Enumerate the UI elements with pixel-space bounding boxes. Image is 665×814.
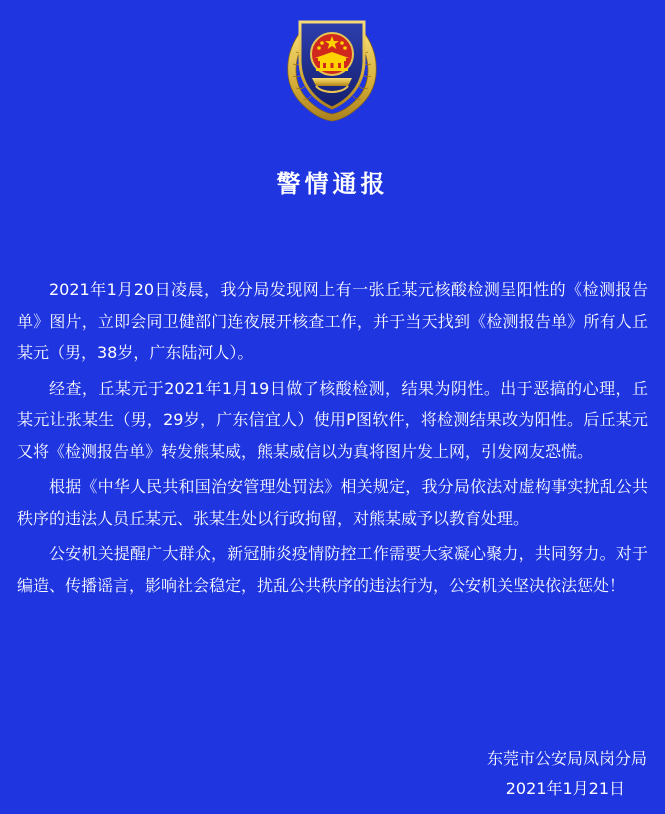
paragraph-3: 根据《中华人民共和国治安管理处罚法》相关规定，我分局依法对虚构事实扰乱公共秩序的违法人员丘某元、张某生处以行政拘留，对熊某威予以教育处理。 — [17, 477, 648, 528]
issue-date: 2021年1月21日 — [505, 779, 625, 798]
paragraph-4: 公安机关提醒广大群众，新冠肺炎疫情防控工作需要大家凝心聚力，共同努力。对于编造、传播谣言，影响社会稳定，扰乱公共秩序的违法行为，公安机关坚决依法惩处！ — [17, 544, 648, 595]
police-emblem-icon — [272, 2, 392, 126]
notice-body — [17, 274, 648, 605]
issuing-organization: 东莞市公安局凤岗分局 — [486, 749, 647, 768]
paragraph-2: 经查，丘某元于2021年1月19日做了核酸检测，结果为阴性。出于恶搞的心理，丘某元让张某生（男，29岁，广东信宜人）使用P图软件，将检测结果改为阳性。后丘某元又将《检测报告单》转发熊某威，熊某威信以为真将图片发上网，引发网友恐慌。 — [17, 378, 648, 461]
paragraph-1: 2021年1月20日凌晨，我分局发现网上有一张丘某元核酸检测呈阳性的《检测报告单》图片，立即会同卫健部门连夜展开核查工作，并于当天找到《检测报告单》所有人丘某元（男，38岁，广东陆河人）。 — [17, 280, 648, 362]
signature-block — [487, 744, 647, 804]
page-title: 警情通报 — [276, 170, 389, 198]
